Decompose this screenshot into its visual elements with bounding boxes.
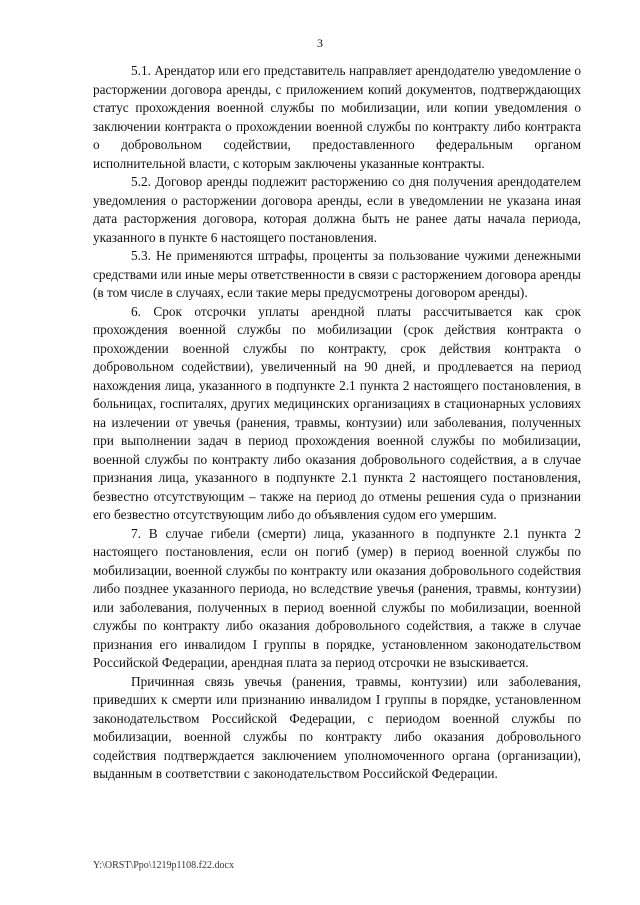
page-number: 3 [317, 36, 323, 50]
document-body [93, 62, 581, 784]
paragraph-5-1: 5.1. Арендатор или его представитель направляет арендодателю уведомление о расторжении договора аренды, с приложением копий документов, подтверждающих статус прохождения военной службы по мобилизации, или копии уведомления о заключении контракта о прохождении военной службы по контракту либо контракта о добровольном содействии, предоставленного федеральным органом исполнительной власти, с которым заключены указанные контракты. [93, 63, 581, 171]
paragraph-7: 7. В случае гибели (смерти) лица, указанного в подпункте 2.1 пункта 2 настоящего постановления, если он погиб (умер) в период военной службы по мобилизации, военной службы по контракту или оказания добровольного содействия либо позднее указанного периода, но вследствие увечья (ранения, травмы, контузии) или заболевания, полученных в период военной службы по мобилизации, военной службы по контракту либо оказания добровольного содействия, а также в случае признания его инвалидом I группы в порядке, установленном законодательством Российской Федерации, арендная плата за период отсрочки не взыскивается. [93, 525, 581, 670]
paragraph-7-causal-link: Причинная связь увечья (ранения, травмы, контузии) или заболевания, приведших к смерти или признанию инвалидом I группы в порядке, установленном законодательством Российской Федерации, с периодом военной службы по мобилизации, военной службы по контракту либо оказания добровольного содействия подтверждается заключением уполномоченного органа (организации), выданным в соответствии с законодательством Российской Федерации. [93, 673, 581, 781]
paragraph-6: 6. Срок отсрочки уплаты арендной платы рассчитывается как срок прохождения военной службы по мобилизации (срок действия контракта о прохождении военной службы по контракту, срок действия контракта о добровольном содействии), увеличенный на 90 дней, и продлевается на период нахождения лица, указанного в подпункте 2.1 пункта 2 настоящего постановления, в больницах, госпиталях, других медицинских организациях в стационарных условиях на излечении от увечья (ранения, травмы, контузии) или заболевания, полученных при выполнении задач в период прохождения военной службы по мобилизации, военной службы по контракту либо оказания добровольного содействия, а в случае признания лица, указанного в подпункте 2.1 пункта 2 настоящего постановления, безвестно отсутствующим – также на период до отмены решения суда о признании его безвестно отсутствующим либо до объявления судом его умершим. [93, 303, 581, 522]
paragraph-5-3: 5.3. Не применяются штрафы, проценты за пользование чужими денежными средствами или иные меры ответственности в связи с расторжением договора аренды (в том числе в случаях, если такие меры предусмотрены договором аренды). [93, 248, 581, 300]
paragraph-5-2: 5.2. Договор аренды подлежит расторжению со дня получения арендодателем уведомления о расторжении договора аренды, если в уведомлении не указана иная дата расторжения договора, которая должна быть не ранее даты начала периода, указанного в пункте 6 настоящего постановления. [93, 174, 581, 245]
footer-file-path: Y:\ORST\Ppo\1219p1108.f22.docx [93, 860, 234, 871]
